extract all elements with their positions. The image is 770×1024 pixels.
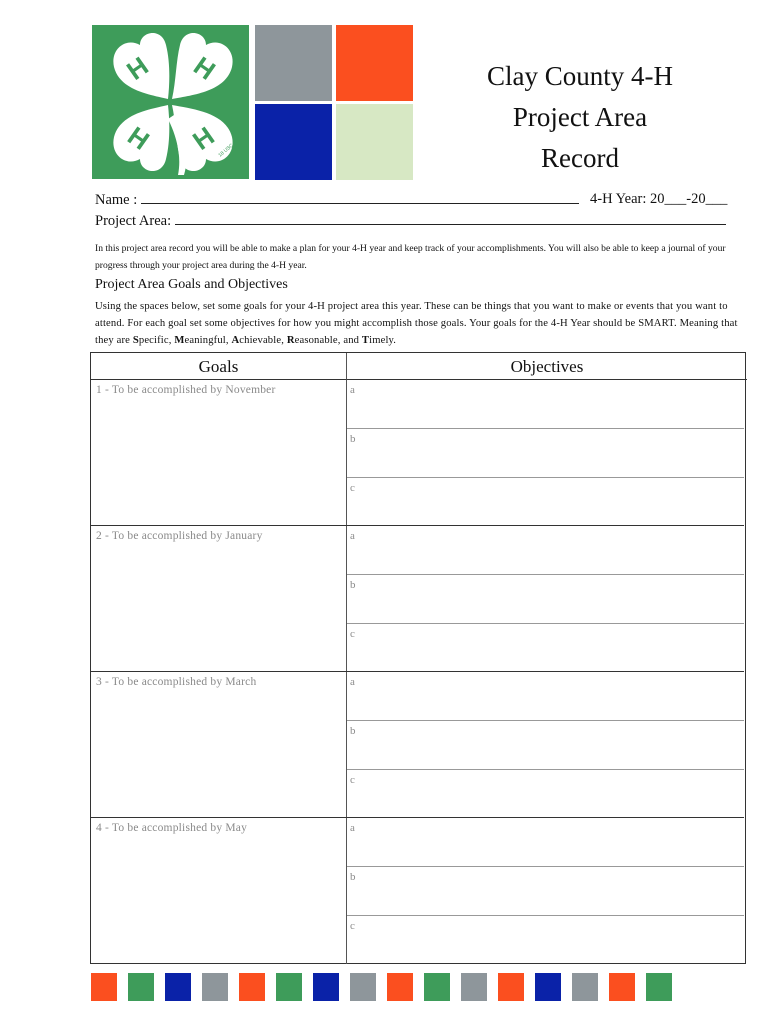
- footer-color-square: [572, 973, 598, 1001]
- footer-color-square: [646, 973, 672, 1001]
- footer-color-square: [239, 973, 265, 1001]
- smart-paragraph: [95, 298, 745, 349]
- goal-cell[interactable]: 3 - To be accomplished by March: [91, 672, 347, 817]
- project-area-field[interactable]: [175, 212, 726, 225]
- footer-color-square: [424, 973, 450, 1001]
- intro-paragraph: In this project area record you will be able to make a plan for your 4-H year and keep track of your accomplishments. You will also be able to keep a journal of your progress through your project area during the 4-H year.: [95, 243, 726, 271]
- footer-color-square: [350, 973, 376, 1001]
- smart-letter: R: [286, 335, 295, 346]
- footer-color-square: [461, 973, 487, 1001]
- smart-letter: A: [231, 335, 240, 346]
- document-title-line-1: Clay County 4-H: [487, 61, 673, 91]
- objective-cell[interactable]: b: [347, 721, 744, 770]
- footer-color-square: [313, 973, 339, 1001]
- goals-objectives-table: [90, 352, 746, 964]
- objective-cell[interactable]: a: [347, 380, 744, 429]
- smart-word: pecific,: [138, 335, 175, 346]
- name-field[interactable]: [141, 191, 579, 204]
- logo-letter-h: H: [187, 120, 220, 156]
- smart-word: chievable,: [239, 335, 287, 346]
- project-area-label: Project Area:: [95, 213, 172, 229]
- footer-color-square: [609, 973, 635, 1001]
- goal-cell[interactable]: 4 - To be accomplished by May: [91, 818, 347, 964]
- smart-word: eaningful,: [184, 335, 232, 346]
- footer-color-square: [128, 973, 154, 1001]
- objective-cell[interactable]: c: [350, 920, 355, 932]
- color-square-gray: [255, 25, 332, 101]
- objective-cell[interactable]: a: [347, 672, 744, 721]
- footer-color-square: [387, 973, 413, 1001]
- logo-letter-h: H: [122, 120, 155, 156]
- footer-color-square: [276, 973, 302, 1001]
- logo-trademark: 18 USC 707: [217, 136, 243, 159]
- color-square-orange: [336, 25, 413, 101]
- smart-letter: M: [174, 335, 185, 346]
- color-square-blue: [255, 104, 332, 180]
- objective-cell[interactable]: b: [347, 867, 744, 916]
- smart-letter: S: [132, 335, 139, 346]
- name-label: Name :: [95, 192, 138, 208]
- objective-cell[interactable]: a: [347, 526, 744, 575]
- name-row: [95, 191, 579, 209]
- goal-row: [91, 380, 744, 526]
- objective-cell[interactable]: c: [350, 774, 355, 786]
- footer-color-square: [165, 973, 191, 1001]
- objective-cell[interactable]: c: [350, 628, 355, 640]
- document-title-line-2: Project Area: [512, 102, 648, 132]
- goal-cell[interactable]: 2 - To be accomplished by January: [91, 526, 347, 671]
- footer-color-square: [535, 973, 561, 1001]
- objective-cell[interactable]: b: [347, 429, 744, 478]
- document-title-line-3: Record: [541, 143, 619, 173]
- footer-color-square: [91, 973, 117, 1001]
- smart-word: imely.: [369, 335, 397, 346]
- color-square-lightgreen: [336, 104, 413, 180]
- year-field[interactable]: 4-H Year: 20___-20___: [590, 191, 728, 207]
- logo-letter-h: H: [121, 50, 154, 86]
- section-heading: Project Area Goals and Objectives: [95, 277, 288, 292]
- goals-header: Goals: [91, 353, 347, 380]
- project-area-row: [95, 212, 726, 230]
- objective-cell[interactable]: b: [347, 575, 744, 624]
- four-h-clover-icon: [92, 25, 249, 179]
- smart-word: easonable, and: [294, 335, 362, 346]
- goal-row: [91, 672, 744, 818]
- smart-intro-text: Using the spaces below, set some goals for your 4-H project area this year. These can be things that you want to make or events that you want to attend. For each goal set some objectives for how you might accomplish those goals. Your goals for the 4-H Year should be SMART. Meaning that they are: [95, 301, 738, 346]
- goal-row: [91, 526, 744, 672]
- goal-cell[interactable]: 1 - To be accomplished by November: [91, 380, 347, 525]
- smart-letter: T: [361, 335, 370, 346]
- objectives-header: Objectives: [347, 353, 747, 380]
- objective-cell[interactable]: c: [350, 482, 355, 494]
- four-h-logo: [92, 25, 249, 179]
- logo-letter-h: H: [188, 50, 221, 86]
- goal-row: [91, 818, 744, 964]
- objective-cell[interactable]: a: [347, 818, 744, 867]
- footer-color-square: [498, 973, 524, 1001]
- footer-color-square: [202, 973, 228, 1001]
